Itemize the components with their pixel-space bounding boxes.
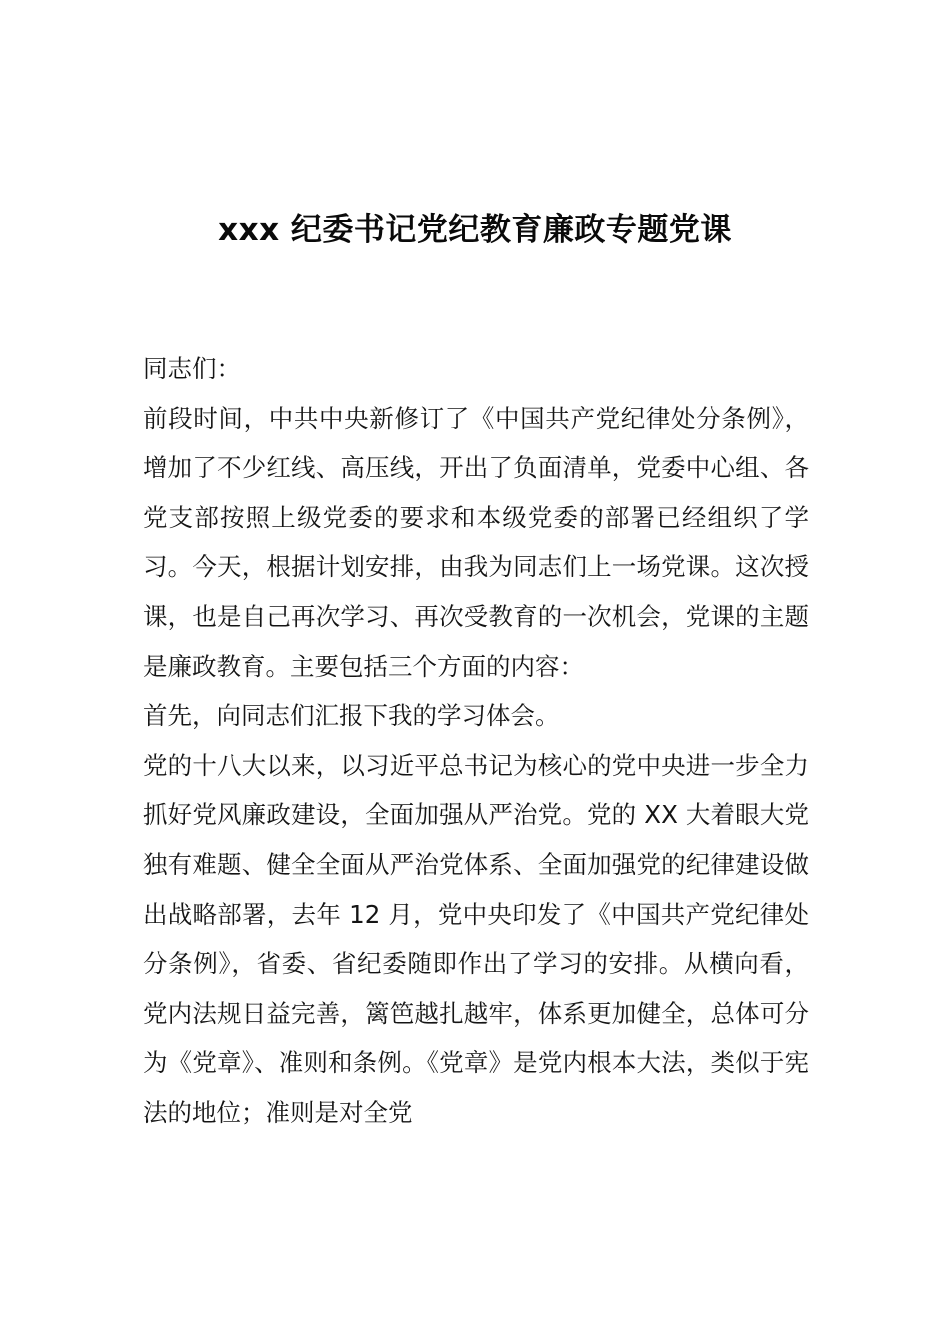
background-paragraph: 党的十八大以来，以习近平总书记为核心的党中央进一步全力抓好党风廉政建设，全面加强从严治党。党的 XX 大着眼大党独有难题、健全全面从严治党体系、全面加强党的纪律建设做出战略部署，去年 12 月，党中央印发了《中国共产党纪律处分条例》，省委、省纪委随即作出了学习的安排。从横向看，党内法规日益完善，篱笆越扎越牢，体系更加健全，总体可分为《党章》、准则和条例。《党章》是党内根本大法，类似于宪法的地位；准则是对全党 xyxy=(143,750,809,1127)
first-point-paragraph: 首先，向同志们汇报下我的学习体会。 xyxy=(143,701,560,731)
intro-paragraph: 前段时间，中共中央新修订了《中国共产党纪律处分条例》，增加了不少红线、高压线，开出了负面清单，党委中心组、各党支部按照上级党委的要求和本级党委的部署已经组织了学习。今天，根据计划安排，由我为同志们上一场党课。这次授课，也是自己再次学习、再次受教育的一次机会，党课的主题是廉政教育。主要包括三个方面的内容： xyxy=(143,403,809,681)
document-body xyxy=(143,344,809,1138)
document-title: xxx 纪委书记党纪教育廉政专题党课 xyxy=(218,212,732,248)
salutation-paragraph: 同志们： xyxy=(143,354,241,383)
